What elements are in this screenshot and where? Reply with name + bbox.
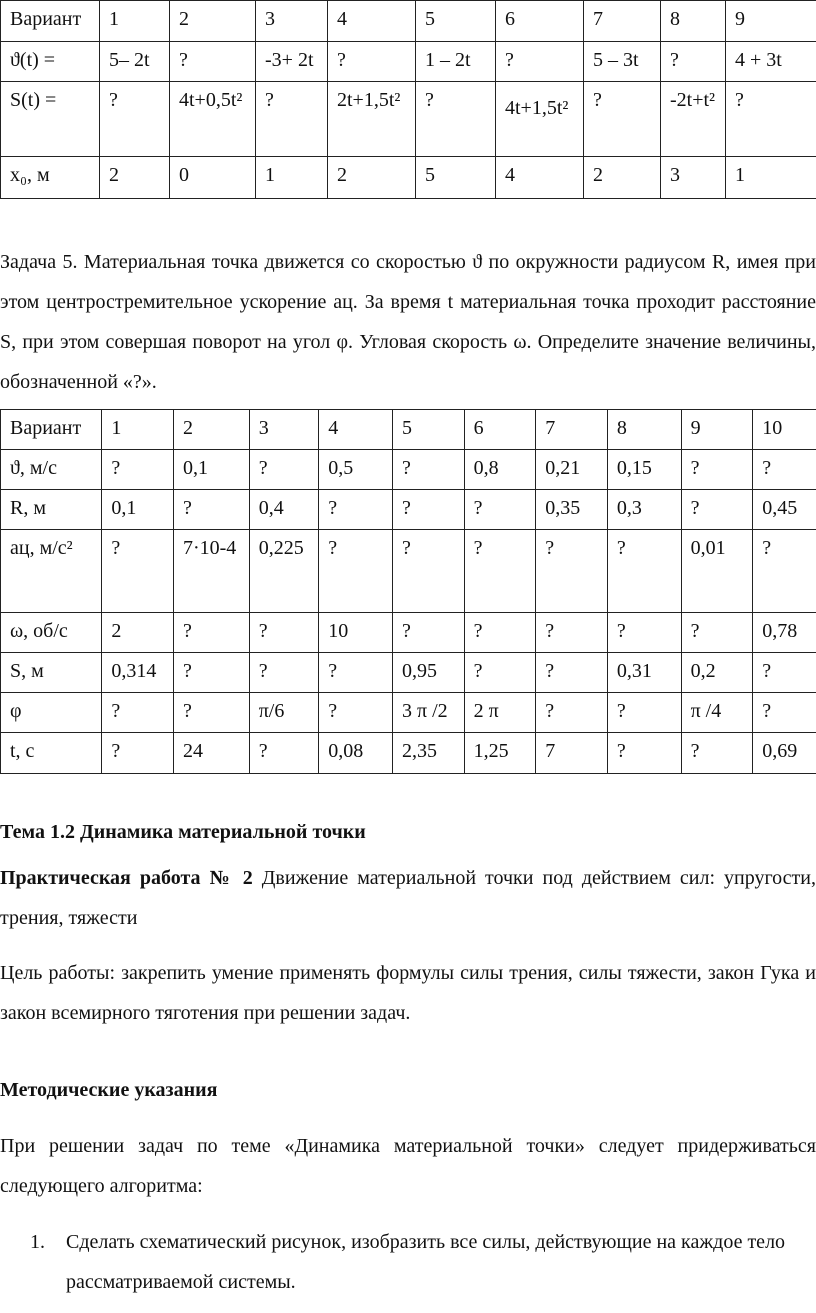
- table-cell: ?: [496, 42, 584, 82]
- table-cell: 0,8: [464, 450, 536, 490]
- table-cell: ?: [319, 530, 393, 613]
- table-cell: ?: [536, 613, 608, 653]
- row-label: φ: [1, 693, 102, 733]
- table2-header-cell: 5: [392, 410, 464, 450]
- table-cell: ?: [753, 653, 816, 693]
- row-label: S, м: [1, 653, 102, 693]
- table2-header-cell: 7: [536, 410, 608, 450]
- table-cell: π/6: [249, 693, 319, 733]
- table-cell: 0,21: [536, 450, 608, 490]
- table-cell: 1 – 2t: [416, 42, 496, 82]
- table-cell: 2: [584, 157, 661, 199]
- table2-header-row: [1, 410, 816, 450]
- table-cell: ?: [319, 693, 393, 733]
- table1-header-cell: 9: [726, 1, 816, 42]
- table-cell: 2: [328, 157, 416, 199]
- table-cell: ?: [392, 490, 464, 530]
- table1-header-row: [1, 1, 816, 42]
- table-cell: ?: [392, 530, 464, 613]
- table-cell: -3+ 2t: [256, 42, 328, 82]
- table2-header-cell: 1: [102, 410, 174, 450]
- list-item: [30, 1222, 816, 1302]
- table2-header-cell: 3: [249, 410, 319, 450]
- list-item-text: Сделать схематический рисунок, изобразить все силы, действующие на каждое тело рассматриваемой системы.: [66, 1231, 786, 1293]
- table-cell: ?: [753, 530, 816, 613]
- table-cell: ?: [328, 42, 416, 82]
- table-cell: ?: [392, 450, 464, 490]
- table-row: [1, 157, 816, 199]
- table2-header-cell: 10: [753, 410, 816, 450]
- table-row: [1, 450, 816, 490]
- table-cell: 3: [661, 157, 726, 199]
- table-cell: ?: [173, 693, 249, 733]
- table2-header-cell: 9: [681, 410, 753, 450]
- table-cell: 2 π: [464, 693, 536, 733]
- table-cell: 0,45: [753, 490, 816, 530]
- row-label: t, с: [1, 733, 102, 774]
- table-cell: 2: [102, 613, 174, 653]
- row-label: ω, об/с: [1, 613, 102, 653]
- table-cell: ?: [536, 693, 608, 733]
- table-row: [1, 653, 816, 693]
- table-cell: ?: [681, 450, 753, 490]
- table-cell: ?: [661, 42, 726, 82]
- list-item-number: 1.: [30, 1231, 45, 1253]
- kinematics-variants-table: [0, 0, 816, 199]
- goal-paragraph: Цель работы: закрепить умение применять формулы силы трения, силы тяжести, закон Гука и закон всемирного тяготения при решении задач.: [0, 962, 816, 1024]
- table2-header-cell: Вариант: [1, 410, 102, 450]
- table1-header-cell: 8: [661, 1, 726, 42]
- table-row: [1, 530, 816, 613]
- table-cell: 5– 2t: [100, 42, 170, 82]
- method-paragraph: При решении задач по теме «Динамика материальной точки» следует придерживаться следующего алгоритма:: [0, 1135, 816, 1197]
- table-cell: ?: [607, 693, 681, 733]
- table-cell: 0,69: [753, 733, 816, 774]
- table-row: [1, 613, 816, 653]
- table-cell: ?: [102, 530, 174, 613]
- table-cell: 0: [170, 157, 256, 199]
- table-cell: ?: [102, 733, 174, 774]
- row-label: ϑ(t) =: [1, 42, 100, 82]
- table-cell: 0,31: [607, 653, 681, 693]
- table-cell: ?: [464, 530, 536, 613]
- table-cell: ?: [173, 653, 249, 693]
- table-cell: ?: [319, 490, 393, 530]
- table-row: [1, 82, 816, 157]
- table-cell: 0,1: [173, 450, 249, 490]
- table-cell: 5: [416, 157, 496, 199]
- table-cell: ?: [681, 490, 753, 530]
- table-cell: ?: [584, 82, 661, 157]
- table-cell: 1: [256, 157, 328, 199]
- table-cell: 2,35: [392, 733, 464, 774]
- table-cell: 0,225: [249, 530, 319, 613]
- table-cell: ?: [464, 613, 536, 653]
- table-cell: ?: [607, 613, 681, 653]
- practical-work-title: Практическая работа № 2: [0, 867, 253, 889]
- task5-text: Задача 5. Материальная точка движется со скоростью ϑ по окружности радиусом R, имея при этом центростремительное ускорение aц. За время t материальная точка проходит расстояние S, при этом совершая поворот на угол φ. Угловая скорость ω. Определите значение величины, обозначенной «?».: [0, 251, 816, 393]
- table-cell: ?: [753, 693, 816, 733]
- table-cell: 0,95: [392, 653, 464, 693]
- table-cell: 0,15: [607, 450, 681, 490]
- row-label: ϑ, м/с: [1, 450, 102, 490]
- table-cell: ?: [726, 82, 816, 157]
- table-row: [1, 490, 816, 530]
- table1-header-cell: 1: [100, 1, 170, 42]
- table-cell: 10: [319, 613, 393, 653]
- table1-header-cell: 2: [170, 1, 256, 42]
- table-cell: 0,08: [319, 733, 393, 774]
- practical-work-text: Движение материальной точки под действием сил: упругости, трения, тяжести: [0, 867, 816, 929]
- table-cell: 0,2: [681, 653, 753, 693]
- table-row: [1, 42, 816, 82]
- table2-header-cell: 6: [464, 410, 536, 450]
- table-cell: 7: [536, 733, 608, 774]
- table-cell: 4t+1,5t²: [496, 82, 584, 157]
- table-cell: 0,314: [102, 653, 174, 693]
- table-cell: ?: [536, 653, 608, 693]
- table1-header-cell: 6: [496, 1, 584, 42]
- table-cell: ?: [681, 733, 753, 774]
- table-cell: ?: [249, 733, 319, 774]
- table2-header-cell: 2: [173, 410, 249, 450]
- table1-header-cell: Вариант: [1, 1, 100, 42]
- table-cell: π /4: [681, 693, 753, 733]
- table-cell: ?: [102, 450, 174, 490]
- table-cell: 0,35: [536, 490, 608, 530]
- table-cell: ?: [536, 530, 608, 613]
- table-cell: ?: [464, 653, 536, 693]
- row-label: S(t) =: [1, 82, 100, 157]
- table-cell: ?: [607, 733, 681, 774]
- table-cell: ?: [607, 530, 681, 613]
- table2-header-cell: 4: [319, 410, 393, 450]
- table-cell: ?: [319, 653, 393, 693]
- table-cell: ?: [464, 490, 536, 530]
- table-cell: 0,01: [681, 530, 753, 613]
- table-row: [1, 733, 816, 774]
- table-cell: ?: [100, 82, 170, 157]
- table-cell: ?: [249, 450, 319, 490]
- table1-header-cell: 4: [328, 1, 416, 42]
- table-cell: 3 π /2: [392, 693, 464, 733]
- table1-header-cell: 3: [256, 1, 328, 42]
- method-heading: Методические указания: [0, 1079, 218, 1101]
- table1-header-cell: 5: [416, 1, 496, 42]
- table-row: [1, 693, 816, 733]
- circular-motion-variants-table: [0, 409, 816, 774]
- table-cell: 0,4: [249, 490, 319, 530]
- table-cell: ?: [102, 693, 174, 733]
- table-cell: 5 – 3t: [584, 42, 661, 82]
- table-cell: ?: [173, 490, 249, 530]
- table-cell: 0,1: [102, 490, 174, 530]
- table-cell: ?: [249, 653, 319, 693]
- table-cell: ?: [416, 82, 496, 157]
- table-cell: 1,25: [464, 733, 536, 774]
- table-cell: 4 + 3t: [726, 42, 816, 82]
- table-cell: ?: [173, 613, 249, 653]
- topic-heading: Тема 1.2 Динамика материальной точки: [0, 821, 366, 843]
- row-label: x₀, м: [1, 157, 100, 199]
- table-cell: 24: [173, 733, 249, 774]
- practical-work-paragraph: [0, 858, 816, 938]
- row-label: aц, м/с²: [1, 530, 102, 613]
- table-cell: ?: [256, 82, 328, 157]
- table-cell: 4t+0,5t²: [170, 82, 256, 157]
- table-cell: 0,78: [753, 613, 816, 653]
- table-cell: 7·10-4: [173, 530, 249, 613]
- table-cell: 0,5: [319, 450, 393, 490]
- table-cell: 0,3: [607, 490, 681, 530]
- table-cell: 1: [726, 157, 816, 199]
- table-cell: 2: [100, 157, 170, 199]
- table-cell: ?: [392, 613, 464, 653]
- table-cell: ?: [681, 613, 753, 653]
- table-cell: 2t+1,5t²: [328, 82, 416, 157]
- table2-header-cell: 8: [607, 410, 681, 450]
- table-cell: -2t+t²: [661, 82, 726, 157]
- table-cell: ?: [753, 450, 816, 490]
- row-label: R, м: [1, 490, 102, 530]
- table-cell: ?: [170, 42, 256, 82]
- table-cell: ?: [249, 613, 319, 653]
- table1-header-cell: 7: [584, 1, 661, 42]
- table-cell: 4: [496, 157, 584, 199]
